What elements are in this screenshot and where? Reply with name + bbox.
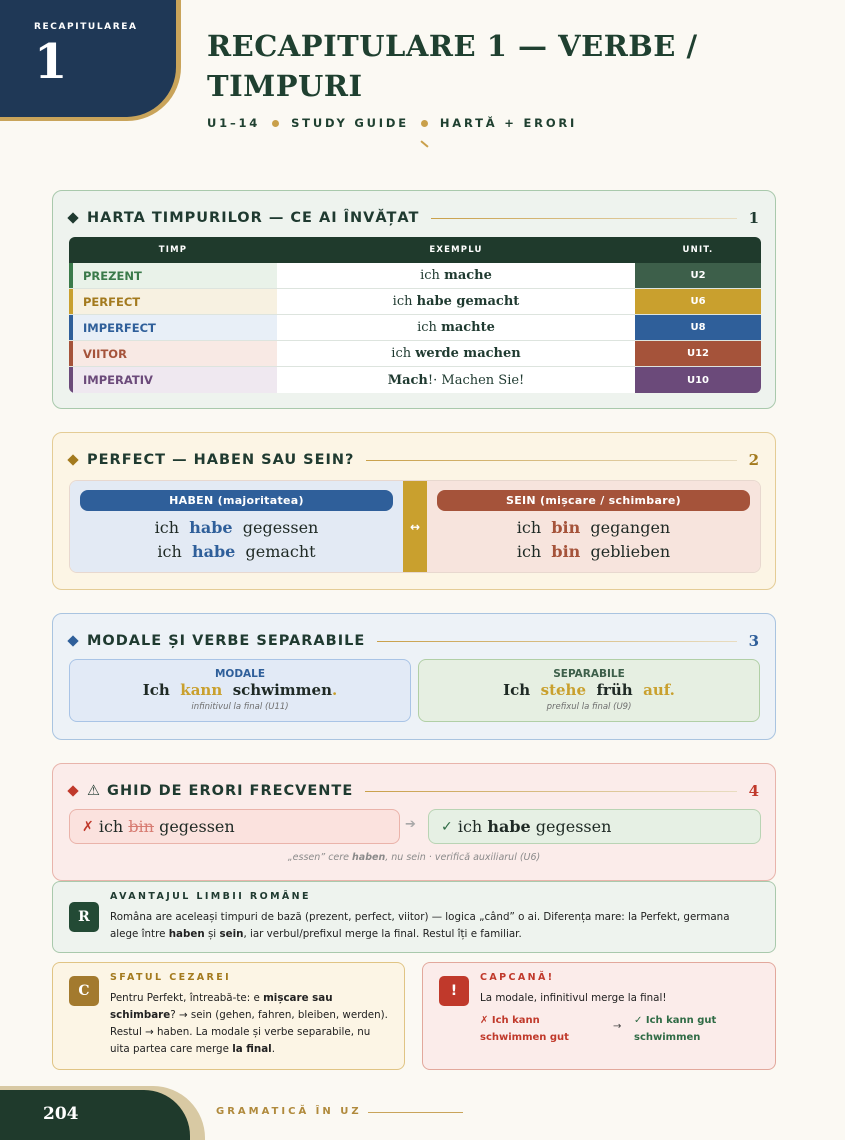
section-header [67,782,759,800]
example-verb: werde machen [415,346,521,361]
table-row [69,367,761,393]
section-modals-separable [52,613,776,740]
col-header-example: EXEMPLU [429,245,483,255]
example-verb: habe gemacht [416,294,520,309]
participle: gegessen [237,518,319,537]
page-number: 204 [0,1090,190,1140]
dot-separator [421,120,428,127]
modal-box [69,659,411,722]
note-start: „essen” cere [287,852,353,863]
wrong-end: gegessen [159,817,235,836]
section-title: MODALE ȘI VERBE SEPARABILE [87,633,366,649]
haben-examples [70,516,403,564]
unit-badge: U12 [635,341,761,366]
unit-badge: U8 [635,315,761,340]
error-note [53,852,775,863]
participle: gegangen [585,518,671,537]
section-header [67,632,759,650]
advantage-icon: R [69,902,99,932]
tense-example [277,289,635,314]
note-highlight: haben [352,852,386,863]
auxiliary-verb: habe [189,518,233,537]
tip-icon: C [69,976,99,1006]
sein-panel [427,481,760,572]
haben-label: HABEN (majoritatea) [80,490,393,511]
sein-examples [427,516,760,564]
section-number: 1 [748,209,759,227]
separable-box [418,659,760,722]
decorative-tick [420,140,428,147]
advantage-text [110,909,760,943]
footer-divider [368,1112,463,1113]
badge-label: RECAPITULAREA [34,22,138,32]
check-icon: ✓ [441,818,453,835]
separable-sentence [419,681,759,699]
modal-label: MODALE [214,668,266,680]
example-pronoun: ich [420,268,440,283]
footer-label: GRAMATICĂ ÎN UZ [216,1106,362,1117]
example-pronoun: ich [391,346,412,361]
trap-text: La modale, infinitivul merge la final! [480,992,667,1004]
section-divider [365,791,736,792]
section-title: HARTA TIMPURILOR — CE AI ÎNVĂȚAT [87,210,420,226]
tense-name: VIITOR [69,341,277,366]
separable-note: prefixul la final (U9) [546,702,632,712]
example-verb: Mach [387,372,428,388]
infinitive: schwimmen [227,681,332,699]
example-verb: mache [444,268,492,283]
section-common-errors [52,763,776,881]
text-part: , iar verbul/prefixul merge la final. Restul îți e familiar. [243,928,522,940]
wrong-example [69,809,400,844]
modal-sentence [70,681,410,699]
tip-title: SFATUL CEZAREI [110,972,232,983]
example-verb: machte [441,320,495,335]
section-tense-map [52,190,776,409]
correct-end: gegessen [535,817,612,836]
verb-stem: stehe [540,681,587,699]
modal-note: infinitivul la final (U11) [191,702,289,712]
sentence-end: . [331,681,338,699]
table-row [69,315,761,341]
participle: geblieben [585,542,671,561]
modal-verb: kann [180,681,223,699]
section-divider [366,460,736,461]
haben-panel [70,481,403,572]
section-title: ⚠ GHID DE ERORI FRECVENTE [87,783,354,799]
example-pronoun: ich [392,294,413,309]
text-part: Româna are aceleași timpuri de bază (prezent, perfect, viitor) — logica „când” o ai. Diferența mare: la Perfekt, germana alege între [110,911,730,940]
section-number: 3 [748,632,759,650]
advantage-title: AVANTAJUL LIMBII ROMÂNE [110,891,311,902]
diamond-icon [67,635,78,646]
example-rest: !· Machen Sie! [427,372,525,388]
tense-table [69,237,761,393]
section-divider [431,218,736,219]
example-pronoun: ich [516,518,547,537]
section-divider [377,641,736,642]
warning-icon: ! [439,976,469,1006]
col-header-time: TIMP [158,245,188,255]
correct-start: ich [457,817,483,836]
arrows-icon: ↔ [403,481,427,572]
table-row [69,341,761,367]
correct-auxiliary: habe [487,817,531,836]
unit-badge: U2 [635,263,761,288]
tense-example [277,263,635,288]
trap-title: CAPCANĂ! [480,972,555,983]
tense-name: IMPERFECT [69,315,277,340]
page-title: RECAPITULARE 1 — VERBE / TIMPURI [207,29,698,103]
diamond-icon [67,454,78,465]
section-number: 4 [748,782,759,800]
text-bold: haben [168,928,205,940]
trap-wrong: ✗ Ich kann schwimmen gut [480,1015,569,1043]
tense-example [277,367,635,393]
subtitle-guide: STUDY GUIDE [291,116,409,130]
table-header [69,237,761,263]
table-row [69,263,761,289]
text-part: ? → sein (gehen, fahren, bleiben, werden). Restul → haben. La modale și verbe separabile, nu uita partea care merge [110,1009,388,1055]
page-subtitle [207,116,577,130]
text-part: și [204,928,220,940]
example-pronoun: ich [157,542,187,561]
tense-name: PERFECT [69,289,277,314]
tip-text [110,990,390,1058]
text-part: . [271,1043,275,1055]
wrong-start: ich [98,817,124,836]
unit-badge: U10 [635,367,761,393]
table-row [69,289,761,315]
wrong-auxiliary: bin [128,817,154,836]
diamond-icon [67,212,78,223]
verb-prefix: auf. [643,681,675,699]
sentence-start: Ich [503,681,536,699]
tip-box [52,962,405,1070]
sentence-start: Ich [142,681,176,699]
unit-badge: U6 [635,289,761,314]
advantage-box [52,881,776,953]
text-part: Pentru Perfekt, întreabă-te: e [110,992,264,1004]
arrow-right-icon: ➔ [405,817,416,832]
col-header-unit: UNIT. [682,245,714,255]
arrow-right-icon: → [613,1021,622,1032]
trap-right: ✓ Ich kann gut schwimmen [634,1015,717,1043]
badge-number: 1 [34,34,68,90]
auxiliary-verb: bin [551,542,581,561]
auxiliary-verb: bin [551,518,581,537]
text-bold: la final [232,1043,272,1055]
tense-name: PREZENT [69,263,277,288]
sentence-middle: früh [591,681,638,699]
subtitle-units: U1–14 [207,116,261,130]
example-pronoun: ich [417,320,437,335]
correct-example [428,809,761,844]
cross-icon: ✗ [82,818,94,835]
section-number: 2 [748,451,759,469]
tense-example [277,315,635,340]
participle: gemacht [240,542,316,561]
section-header [67,209,759,227]
haben-sein-comparison [69,480,761,573]
separable-label: SEPARABILE [553,668,625,680]
example-pronoun: ich [516,542,547,561]
note-end: , nu sein · verifică auxiliarul (U6) [385,852,541,863]
section-title: PERFECT — HABEN SAU SEIN? [87,452,355,468]
tense-name: IMPERATIV [69,367,277,393]
tense-example [277,341,635,366]
section-header [67,451,759,469]
example-pronoun: ich [154,518,185,537]
section-haben-sein [52,432,776,590]
text-bold: sein [219,928,244,940]
subtitle-map: HARTĂ + ERORI [439,116,578,130]
auxiliary-verb: habe [191,542,236,561]
chapter-badge [0,0,181,121]
diamond-icon [67,785,78,796]
trap-box [422,962,776,1070]
sein-label: SEIN (mișcare / schimbare) [437,490,750,511]
text-bold: mișcare sau schimbare [110,992,333,1021]
dot-separator [272,120,279,127]
